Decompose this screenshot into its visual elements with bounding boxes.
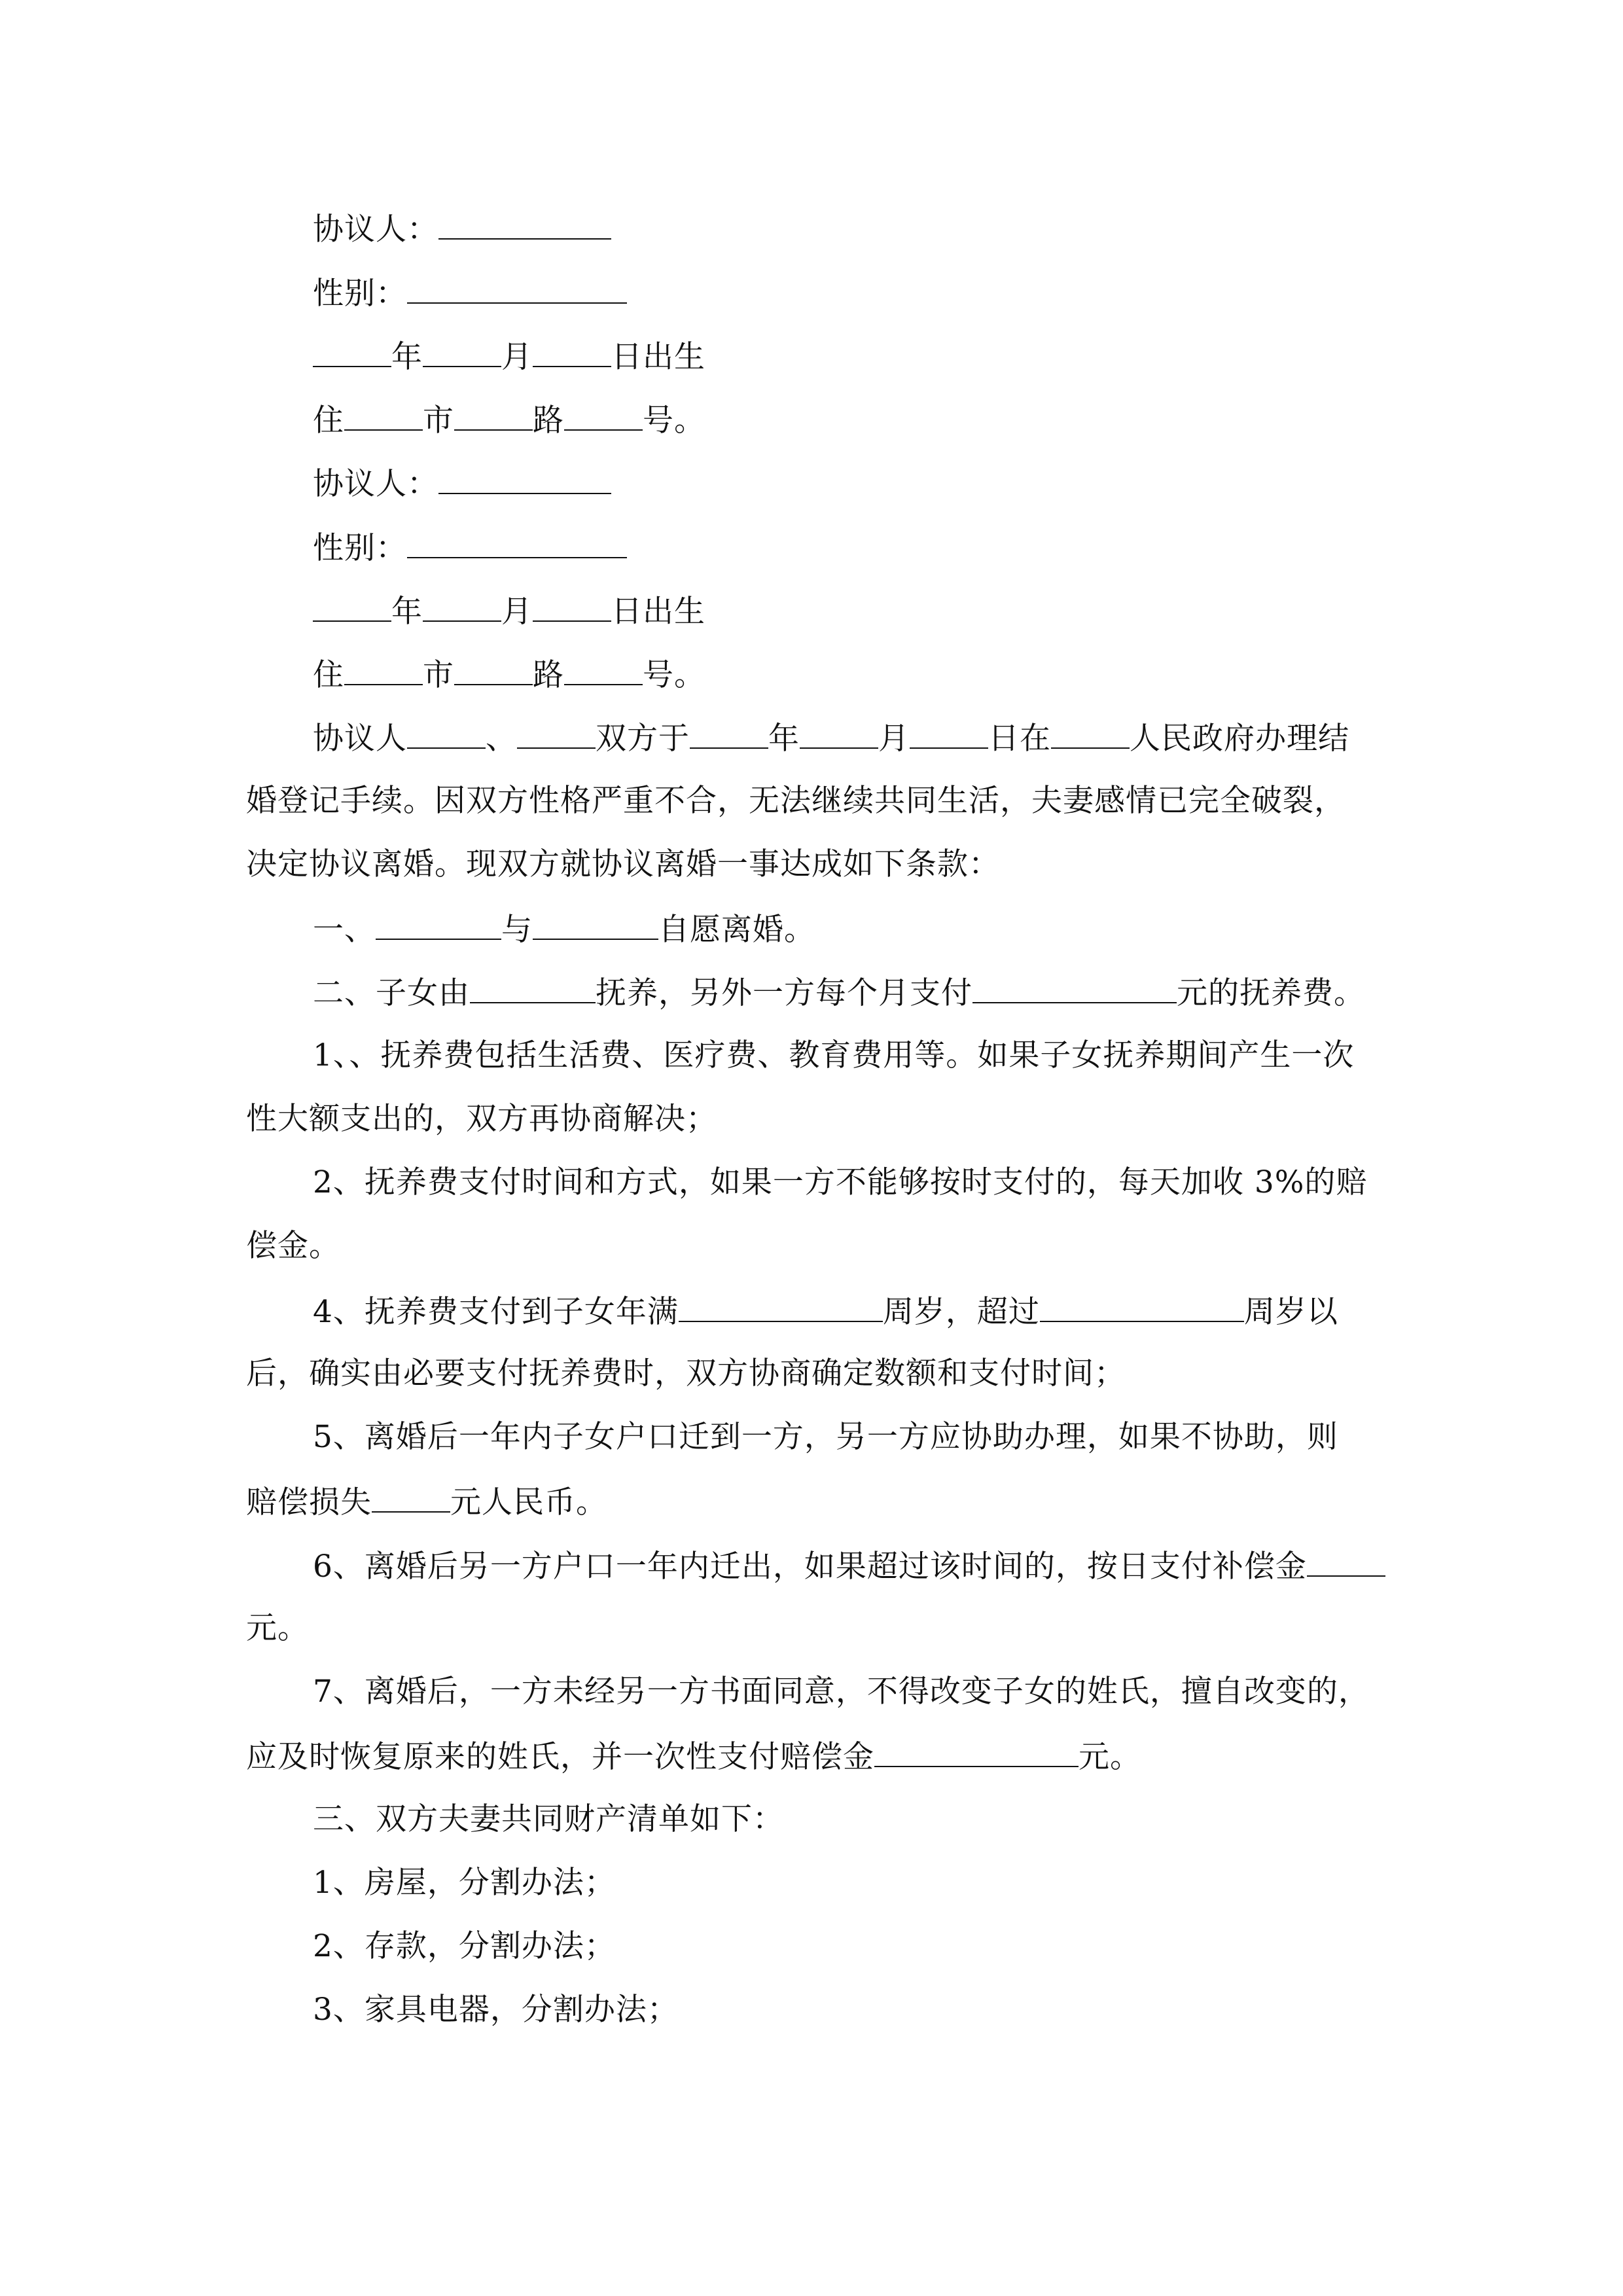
line-text: 性别：: [313, 276, 407, 312]
line-text: 住: [313, 657, 344, 693]
line-text: 赔偿损失: [246, 1484, 372, 1520]
fill-in-blank[interactable]: [517, 717, 596, 749]
fill-in-blank[interactable]: [372, 1481, 450, 1513]
line-text: 1、房屋，分割办法；: [313, 1865, 616, 1901]
fill-in-blank[interactable]: [376, 908, 501, 940]
line: [246, 1354, 1126, 1393]
line-text: 年: [768, 721, 800, 757]
line-text: 周岁以: [1243, 1294, 1338, 1330]
line: [313, 590, 705, 632]
line-text: 元。: [1079, 1739, 1141, 1775]
line-text: 月: [501, 339, 533, 375]
line: [246, 1736, 1141, 1777]
line: [313, 1863, 616, 1903]
line: [246, 845, 1000, 884]
line-text: 与: [501, 912, 533, 948]
line-text: 2、存款，分割办法；: [313, 1928, 616, 1964]
line: [313, 1800, 784, 1839]
line-text: 5、离婚后一年内子女户口迁到一方，另一方应协助办理，如果不协助，则: [313, 1419, 1338, 1455]
line-text: 偿金。: [246, 1228, 340, 1264]
line-text: 市: [423, 403, 454, 439]
line: [246, 781, 1346, 821]
fill-in-blank[interactable]: [690, 717, 768, 749]
line: [313, 1672, 1370, 1712]
line-text: 路: [533, 657, 564, 693]
line-text: 人民政府办理结: [1130, 721, 1349, 757]
fill-in-blank[interactable]: [454, 654, 533, 685]
fill-in-blank[interactable]: [1051, 717, 1130, 749]
line-text: 决定协议离婚。现双方就协议离婚一事达成如下条款：: [246, 846, 1000, 882]
fill-in-blank[interactable]: [874, 1736, 1079, 1767]
line-text: 二、子女由: [313, 975, 470, 1011]
fill-in-blank[interactable]: [407, 717, 486, 749]
line-text: 性别：: [313, 530, 407, 566]
line-text: 元人民币。: [450, 1484, 607, 1520]
fill-in-blank[interactable]: [423, 590, 501, 622]
line: [313, 1990, 679, 2030]
line-text: 、: [486, 721, 517, 757]
fill-in-blank[interactable]: [423, 336, 501, 367]
line-text: 1、、抚养费包括生活费、医疗费、教育费用等。如果子女抚养期间产生一次: [313, 1037, 1355, 1073]
line-text: 双方于: [596, 721, 690, 757]
line-text: 性大额支出的，双方再协商解决；: [246, 1101, 717, 1137]
line-text: 号。: [643, 403, 705, 439]
line: [246, 1481, 607, 1522]
line: [313, 1163, 1367, 1202]
line-text: 协议人: [313, 721, 407, 757]
fill-in-blank[interactable]: [679, 1291, 883, 1322]
line: [246, 1100, 717, 1139]
line-text: 6、离婚后另一方户口一年内迁出，如果超过该时间的，按日支付补偿金: [313, 1549, 1307, 1585]
line-text: 自愿离婚。: [658, 912, 815, 948]
line-text: 年: [391, 339, 423, 375]
line: [313, 1036, 1354, 1075]
line-text: 协议人：: [313, 211, 438, 247]
line: [313, 717, 1349, 759]
fill-in-blank[interactable]: [564, 399, 643, 431]
fill-in-blank[interactable]: [470, 972, 596, 1003]
fill-in-blank[interactable]: [438, 208, 611, 240]
line: [313, 1291, 1338, 1332]
line-text: 2、抚养费支付时间和方式，如果一方不能够按时支付的，每天加收 3%的赔: [313, 1164, 1368, 1200]
line: [313, 399, 705, 440]
fill-in-blank[interactable]: [344, 654, 423, 685]
line-text: 后，确实由必要支付抚养费时，双方协商确定数额和支付时间；: [246, 1355, 1126, 1391]
fill-in-blank[interactable]: [313, 590, 391, 622]
line-text: 三、双方夫妻共同财产清单如下：: [313, 1801, 784, 1837]
fill-in-blank[interactable]: [313, 336, 391, 367]
fill-in-blank[interactable]: [533, 336, 611, 367]
line-text: 协议人：: [313, 466, 438, 502]
line-text: 一、: [313, 912, 376, 948]
line-text: 婚登记手续。因双方性格严重不合，无法继续共同生活，夫妻感情已完全破裂，: [246, 783, 1346, 819]
line-text: 日出生: [611, 339, 705, 375]
line: [313, 208, 611, 249]
fill-in-blank[interactable]: [407, 272, 627, 304]
line-text: 年: [391, 594, 423, 630]
line: [313, 336, 705, 377]
line: [313, 1927, 616, 1966]
line: [246, 1227, 340, 1266]
fill-in-blank[interactable]: [533, 590, 611, 622]
line-text: 路: [533, 403, 564, 439]
fill-in-blank[interactable]: [1307, 1545, 1385, 1577]
line: [313, 908, 815, 950]
line: [313, 1545, 1385, 1587]
fill-in-blank[interactable]: [910, 717, 988, 749]
line: [313, 972, 1365, 1013]
fill-in-blank[interactable]: [533, 908, 658, 940]
fill-in-blank[interactable]: [438, 463, 611, 494]
fill-in-blank[interactable]: [564, 654, 643, 685]
line-text: 元的抚养费。: [1177, 975, 1365, 1011]
line-text: 4、抚养费支付到子女年满: [313, 1294, 679, 1330]
line-text: 应及时恢复原来的姓氏，并一次性支付赔偿金: [246, 1739, 874, 1775]
fill-in-blank[interactable]: [800, 717, 878, 749]
fill-in-blank[interactable]: [972, 972, 1177, 1003]
fill-in-blank[interactable]: [407, 527, 627, 558]
line: [313, 272, 627, 314]
fill-in-blank[interactable]: [344, 399, 423, 431]
line: [313, 463, 611, 504]
line-text: 日出生: [611, 594, 705, 630]
line-text: 号。: [643, 657, 705, 693]
line: [313, 654, 705, 695]
line-text: 住: [313, 403, 344, 439]
line-text: 日在: [988, 721, 1051, 757]
line: [246, 1609, 309, 1648]
line-text: 周岁，超过: [882, 1294, 1040, 1330]
line-text: 3、家具电器，分割办法；: [313, 1992, 679, 2028]
line-text: 月: [878, 721, 910, 757]
line-text: 7、离婚后，一方未经另一方书面同意，不得改变子女的姓氏，擅自改变的，: [313, 1674, 1370, 1710]
line: [313, 527, 627, 568]
line-text: 元。: [246, 1610, 309, 1646]
line-text: 市: [423, 657, 454, 693]
line: [313, 1418, 1338, 1457]
line-text: 抚养，另外一方每个月支付: [596, 975, 972, 1011]
line-text: 月: [501, 594, 533, 630]
fill-in-blank[interactable]: [1040, 1291, 1244, 1322]
fill-in-blank[interactable]: [454, 399, 533, 431]
